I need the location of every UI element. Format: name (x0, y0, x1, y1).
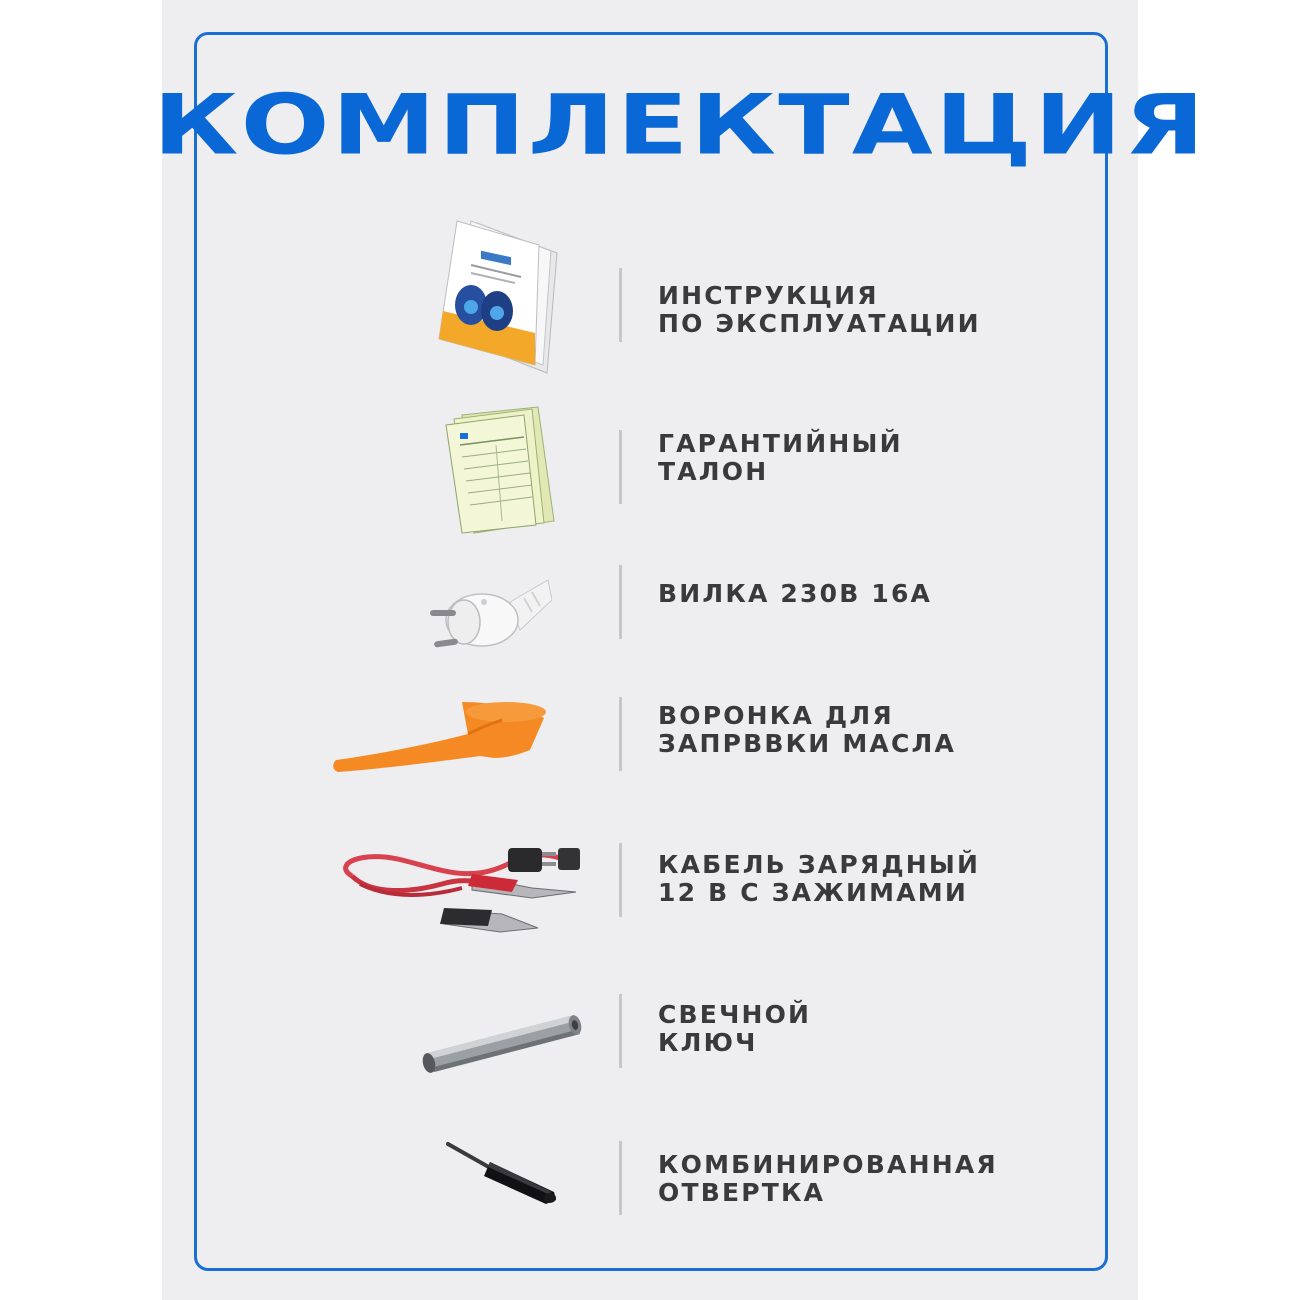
item-label: ИНСТРУКЦИЯ ПО ЭКСПЛУАТАЦИИ (658, 281, 981, 338)
item-label: КОМБИНИРОВАННАЯ ОТВЕРТКА (658, 1150, 998, 1207)
power-plug-icon (424, 572, 552, 662)
page-title: КОМПЛЕКТАЦИЯ (152, 76, 1207, 174)
divider (619, 268, 622, 342)
screwdriver-icon (444, 1140, 564, 1206)
divider (619, 1141, 622, 1215)
item-label: ГАРАНТИЙНЫЙ ТАЛОН (658, 429, 903, 486)
warranty-card-icon (440, 405, 560, 535)
divider (619, 697, 622, 771)
item-label: ВИЛКА 230В 16А (658, 579, 933, 608)
divider (619, 430, 622, 504)
spark-plug-wrench-icon (420, 1010, 590, 1076)
content-frame (194, 32, 1108, 1271)
item-label: ВОРОНКА ДЛЯ ЗАПРВВКИ МАСЛА (658, 701, 957, 758)
divider (619, 843, 622, 917)
charging-cable-icon (332, 840, 588, 944)
manual-book-icon (435, 215, 565, 375)
funnel-icon (330, 698, 550, 778)
item-label: КАБЕЛЬ ЗАРЯДНЫЙ 12 В С ЗАЖИМАМИ (658, 850, 981, 907)
divider (619, 565, 622, 639)
divider (619, 994, 622, 1068)
item-label: СВЕЧНОЙ КЛЮЧ (658, 1000, 812, 1057)
